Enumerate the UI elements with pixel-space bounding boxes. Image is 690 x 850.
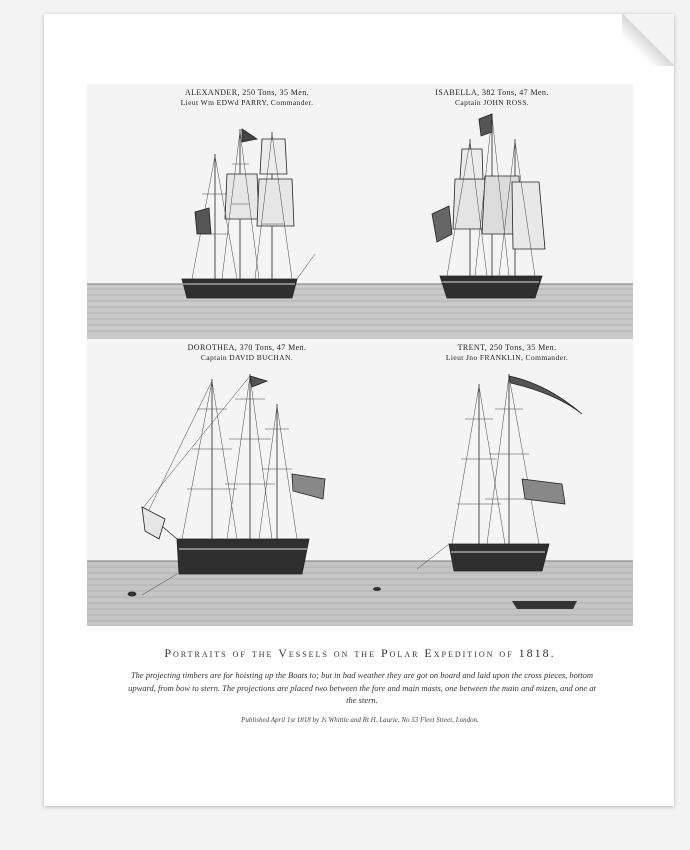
ship-captain-alexander: Lieut Wm EDWd PARRY, Commander. xyxy=(180,98,314,107)
print-description: The projecting timbers are for hoisting up the Boats to; but in bad weather they are got on board and laid upon the cross pieces, bottom upward, from bow to stern. The projections are placed two between the fore and main masts, one between the main and mizen, and one at the stern. xyxy=(128,670,596,705)
rowing-boat xyxy=(512,601,577,609)
print-title: Portraits of the Vessels on the Polar Expedition of 1818. xyxy=(164,646,556,660)
top-scene xyxy=(87,84,633,339)
publisher-imprint: Published April 1st 1818 by Js Whittle and Rt H. Laurie, No 53 Fleet Street, London. xyxy=(241,716,479,724)
ship-name-alexander: ALEXANDER, 250 Tons, 35 Men. xyxy=(184,88,310,97)
bottom-panel xyxy=(87,339,633,626)
caption-trent xyxy=(407,343,607,363)
ship-name-dorothea: DOROTHEA, 370 Tons, 47 Men. xyxy=(187,343,307,352)
ship-captain-trent: Lieut Jno FRANKLIN, Commander. xyxy=(445,353,569,362)
paper-curl xyxy=(622,14,674,66)
caption-isabella xyxy=(407,88,577,108)
ship-captain-dorothea: Captain DAVID BUCHAN. xyxy=(200,353,294,362)
ship-captain-isabella: Captain JOHN ROSS. xyxy=(454,98,530,107)
engraving-print xyxy=(87,84,633,734)
top-panel xyxy=(87,84,633,339)
caption-alexander xyxy=(147,88,347,108)
sea-bottom xyxy=(87,561,633,626)
bottom-scene xyxy=(87,339,633,626)
caption-dorothea xyxy=(147,343,347,363)
ship-name-trent: TRENT, 250 Tons, 35 Men. xyxy=(457,343,557,352)
ship-name-isabella: ISABELLA, 382 Tons, 47 Men. xyxy=(435,88,549,97)
